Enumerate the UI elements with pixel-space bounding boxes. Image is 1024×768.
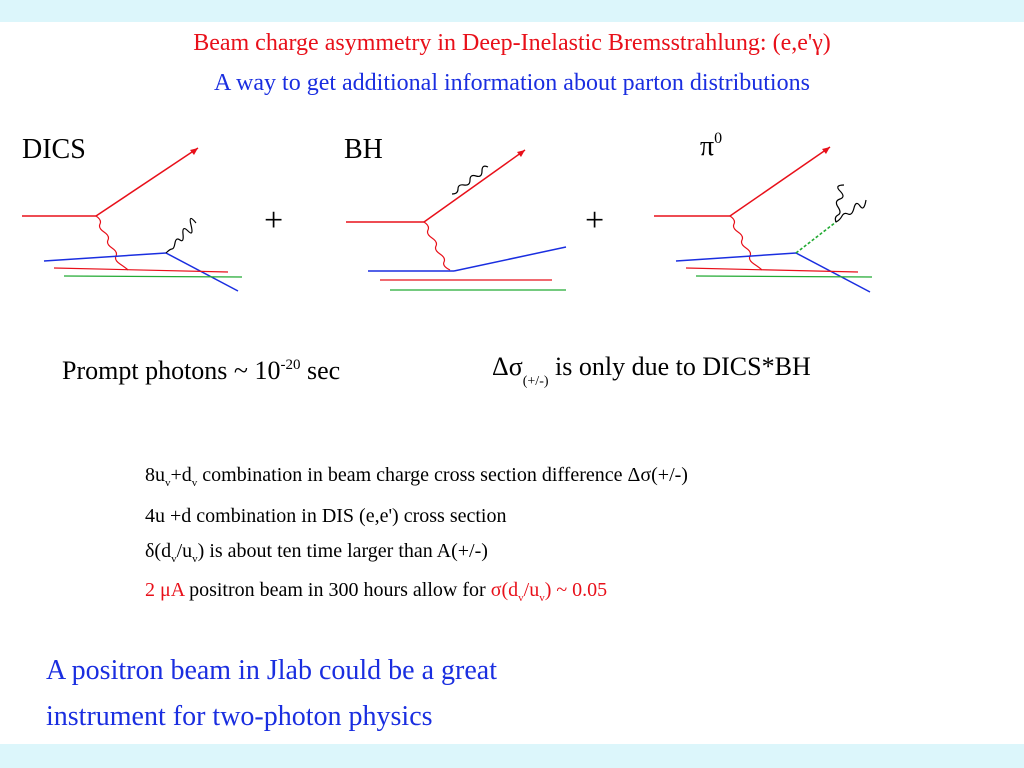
pi0-label: $\pi^0$ [700, 130, 723, 162]
line-ratio: $\delta(d_v/u_v)$ is about ten time larger than A(+/-) [145, 540, 488, 565]
bh-diagram [330, 132, 590, 312]
bh-label: BH [344, 134, 383, 165]
slide [0, 22, 1024, 744]
conclusion-line-1: A positron beam in Jlab could be a great [46, 655, 497, 686]
dics-label: DICS [22, 134, 86, 165]
slide-title: Beam charge asymmetry in Deep-Inelastic Bremsstrahlung: (e,e'γ) [193, 30, 831, 56]
dics-diagram [0, 132, 260, 312]
plus-sign-1: + [264, 202, 284, 239]
conclusion [46, 648, 497, 740]
plus-sign-2: + [585, 202, 605, 239]
conclusion-line-2: instrument for two-photon physics [46, 701, 433, 732]
line-positron-beam: 2 μA positron beam in 300 hours allow for $\sigma(d_v/u_v)$ ~ 0.05 [145, 579, 608, 604]
slide-subtitle: A way to get additional information about parton distributions [214, 70, 810, 96]
prompt-photons-text: Prompt photons ~ $10^{-20}$ sec [62, 356, 341, 385]
delta-sigma-text: $\Delta\sigma_{(+/-)}$ is only due to DICS*BH [492, 352, 811, 389]
line-combination-dis: 4u +d combination in DIS (e,e') cross section [145, 505, 507, 527]
pi0-diagram [640, 132, 910, 312]
line-combination-charge: $8u_v+d_v$ combination in beam charge cross section difference Δσ(+/-) [145, 464, 688, 489]
